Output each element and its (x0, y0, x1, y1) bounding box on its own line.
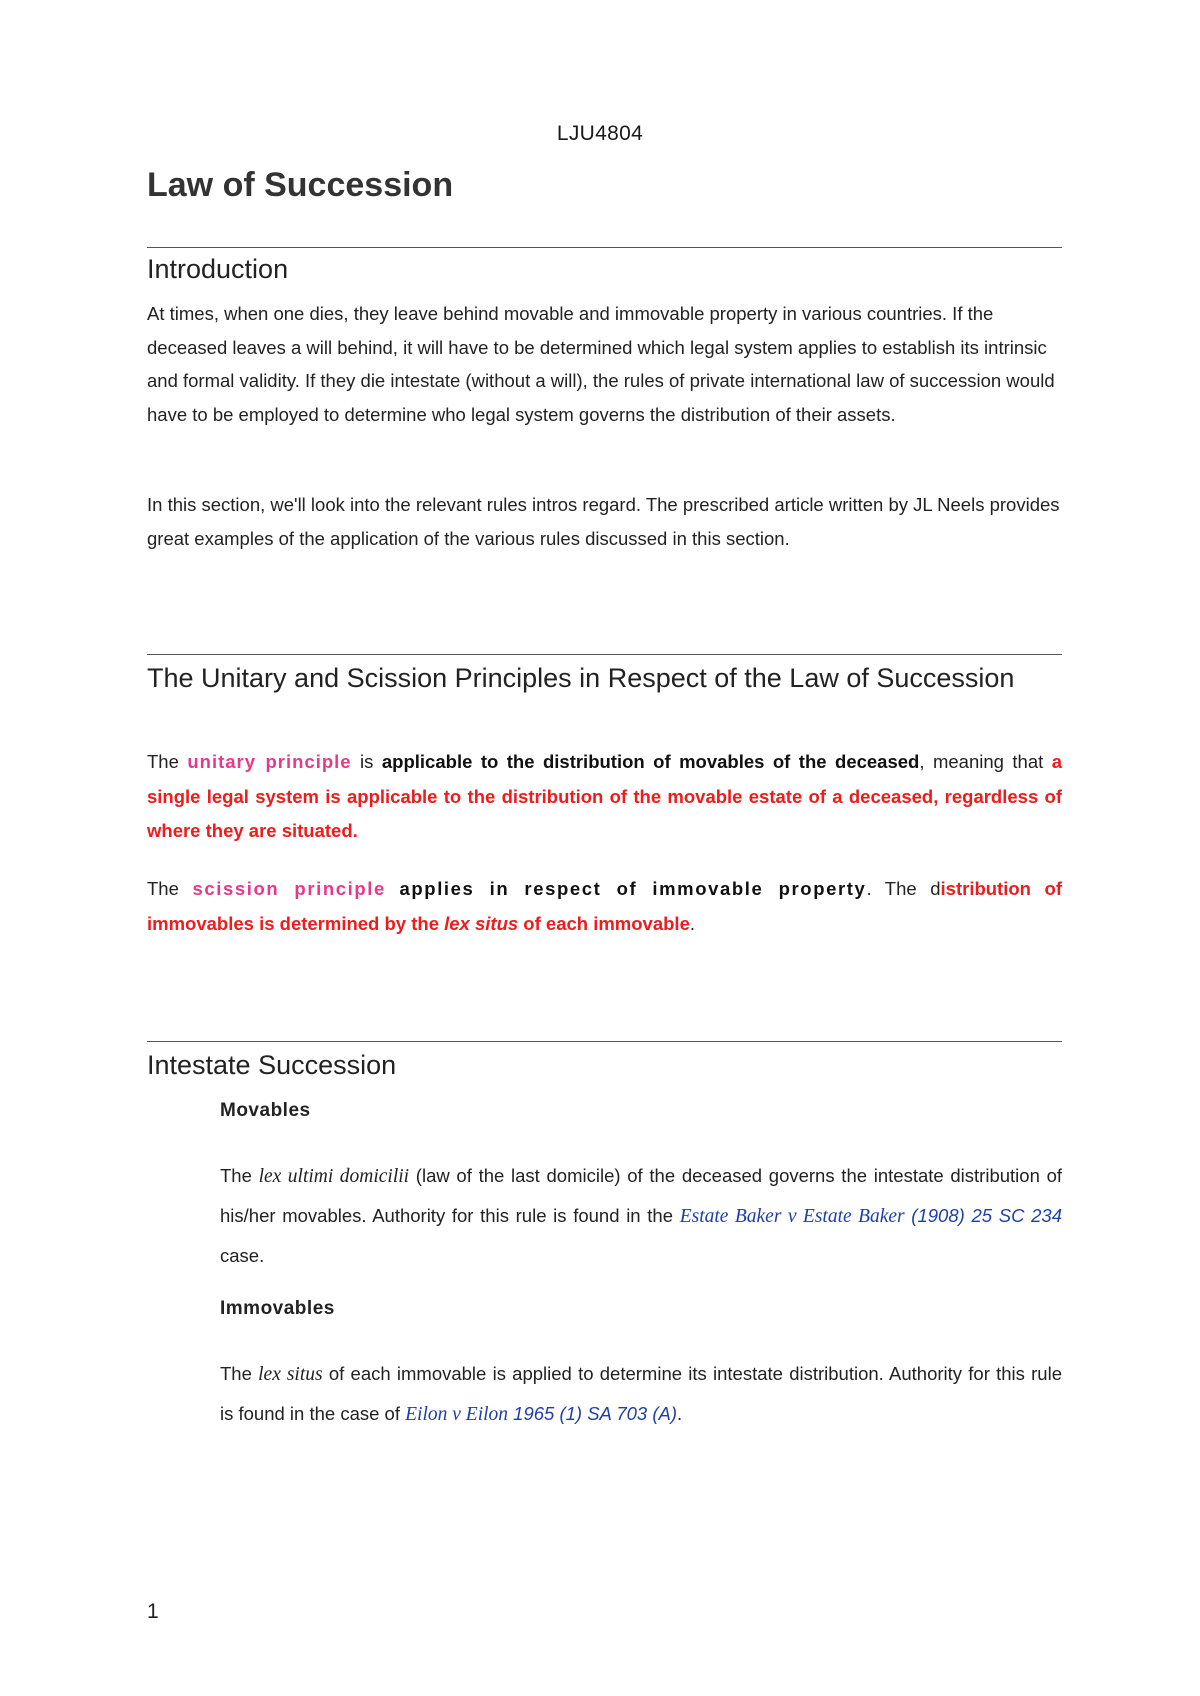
scission-principle-paragraph (147, 872, 1062, 941)
latin-term: lex ultimi domicilii (258, 1166, 410, 1187)
intestate-heading: Intestate Succession (147, 1050, 397, 1080)
principles-heading: The Unitary and Scission Principles in Respect of the Law of Succession (147, 663, 1015, 693)
text-run: The (220, 1165, 259, 1186)
text-run: . (689, 912, 696, 934)
case-citation (680, 1205, 1062, 1226)
text-run: (law of the last domicile) of the deceased governs the intestate distribution of his/her movables. Authority for this rule is found in the (220, 1165, 1063, 1226)
text-run: is (351, 751, 382, 772)
case-name: Eilon v Eilon (405, 1404, 509, 1425)
section-divider (147, 1041, 1062, 1042)
movables-heading: Movables (220, 1100, 311, 1121)
immovables-heading: Immovables (220, 1298, 335, 1319)
case-citation (405, 1403, 677, 1424)
bold-emphasis: applicable to the distribution of movables of the deceased (381, 751, 920, 772)
bold-emphasis: applies in respect of immovable property (399, 878, 867, 899)
section-divider (147, 247, 1062, 248)
unitary-principle-paragraph (147, 745, 1062, 849)
text-run: . The d (866, 878, 941, 899)
text-run: case. (220, 1245, 265, 1266)
case-name: Estate Baker v Estate Baker (679, 1206, 905, 1227)
text-run: . (677, 1403, 683, 1424)
document-title: Law of Succession (147, 166, 454, 204)
text-run: of each immovable is applied to determine its intestate distribution. Authority for this rule is found in the case of (220, 1363, 1062, 1424)
latin-term: lex situs (258, 1364, 323, 1385)
text-run: The (220, 1363, 259, 1384)
red-emphasis: istribution of immovables is determined by the (147, 878, 1062, 934)
red-italic-emphasis: lex situs (444, 912, 519, 934)
immovables-paragraph (220, 1354, 1062, 1434)
scission-principle-term: scission principle (192, 878, 386, 899)
text-run: , meaning that (919, 751, 1052, 772)
introduction-paragraph-2: In this section, we'll look into the relevant rules intros regard. The prescribed article written by JL Neels provides great examples of the application of the various rules discussed in this section. (147, 494, 1060, 549)
section-divider (147, 654, 1062, 655)
red-emphasis: a single legal system is applicable to the distribution of the movable estate of a deceased, regardless of where they are situated. (147, 751, 1063, 841)
red-emphasis: of each immovable (518, 912, 690, 934)
unitary-principle-term: unitary principle (187, 751, 352, 772)
text-run: The (147, 878, 193, 899)
introduction-heading: Introduction (147, 254, 289, 284)
course-code: LJU4804 (556, 122, 644, 145)
page-number: 1 (147, 1600, 159, 1623)
text-run: The (147, 751, 188, 772)
movables-paragraph (220, 1156, 1062, 1275)
text-run (386, 878, 400, 899)
introduction-paragraph-1: At times, when one dies, they leave behind movable and immovable property in various countries. If the deceased leaves a will behind, it will have to be determined which legal system applies to establish its intrinsic and formal validity. If they die intestate (without a will), the rules of private international law of succession would have to be employed to determine who legal system governs the distribution of their assets. (147, 303, 1055, 425)
case-reference: 1965 (1) SA 703 (A) (508, 1403, 678, 1424)
case-reference: (1908) 25 SC 234 (904, 1205, 1062, 1226)
